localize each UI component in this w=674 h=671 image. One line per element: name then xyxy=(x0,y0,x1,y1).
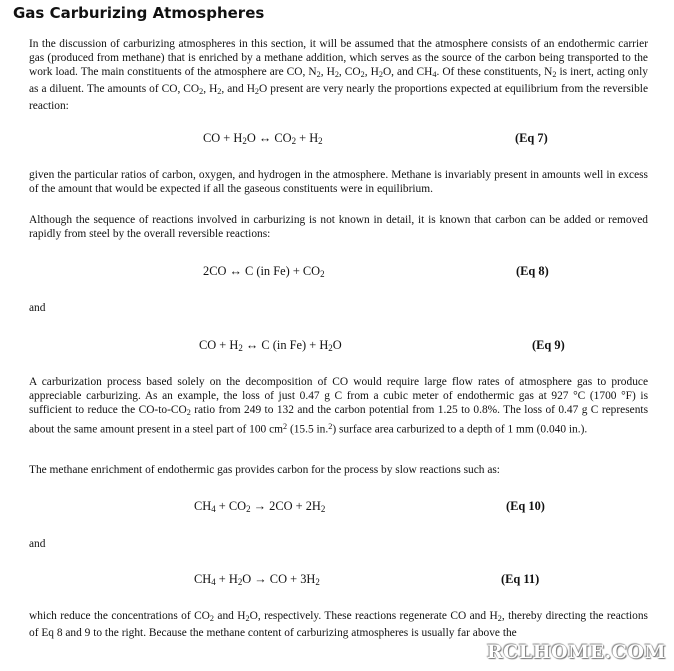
equation-8-label: (Eq 8) xyxy=(516,264,549,278)
equation-9: CO + H2 ↔ C (in Fe) + H2O xyxy=(199,338,342,354)
equation-8: 2CO ↔ C (in Fe) + CO2 xyxy=(203,264,325,280)
connector-and-2: and xyxy=(29,538,46,550)
paragraph-regeneration: which reduce the concentrations of CO2 and H2O, respectively. These reactions regenerate CO and H2, thereby directing the reactions of Eq 8 and 9 to the right. Because the methane content of carburizing atmospheres is usually far above the xyxy=(29,610,648,640)
equation-11: CH4 + H2O → CO + 3H2 xyxy=(194,572,320,588)
equation-10: CH4 + CO2 → 2CO + 2H2 xyxy=(194,499,326,515)
paragraph-enrichment: The methane enrichment of endothermic gas provides carbon for the process by slow reactions such as: xyxy=(29,464,500,476)
equation-7-label: (Eq 7) xyxy=(515,131,548,145)
watermark-logo: RCLHOME.COM xyxy=(486,641,666,663)
connector-and-1: and xyxy=(29,302,46,314)
equation-11-label: (Eq 11) xyxy=(501,572,540,586)
paragraph-decomposition: A carburization process based solely on the decomposition of CO would require large flow rates of atmosphere gas to produce appreciable carburizing. As an example, the loss of just 0.47 g C from a cubic meter of endothermic gas at 927 °C (1700 °F) is sufficient to reduce the CO-to-CO2 ratio from 249 to 132 and the carbon potential from 1.25 to 0.8%. The loss of 0.47 g C represents about the same amount present in a steel part of 100 $cm^2$ (15.5 in.$^2$) surface area carburized to a depth of 1 mm (0.040 in.). xyxy=(29,376,649,436)
page-title: Gas Carburizing Atmospheres xyxy=(13,4,265,22)
equation-10-label: (Eq 10) xyxy=(506,499,545,513)
paragraph-intro: In the discussion of carburizing atmospheres in this section, it will be assumed that the atmosphere consists of an endothermic carrier gas (produced from methane) that is enriched by a methane addition, which serves as the source of the carbon being transported to the work load. The main constituents of the atmosphere are CO, N2, H2, CO2, H2O, and CH4. Of these constituents, N2 is inert, acting only as a diluent. The amounts of CO, CO2, H2, and H2O present are very nearly the proportions expected at equilibrium from the reversible reaction: xyxy=(29,38,649,113)
equation-9-label: (Eq 9) xyxy=(532,338,565,352)
paragraph-reactions: Although the sequence of reactions involved in carburizing is not known in detail, it is known that carbon can be added or removed rapidly from steel by the overall reversible reactions: xyxy=(29,214,648,240)
equation-7: CO + H2O ↔ CO2 + H2 xyxy=(203,131,323,147)
paragraph-methane: given the particular ratios of carbon, oxygen, and hydrogen in the atmosphere. Methane is invariably present in amounts well in excess of the amount that would be expected if all the gaseous constituents were in equilibrium. xyxy=(29,169,648,195)
